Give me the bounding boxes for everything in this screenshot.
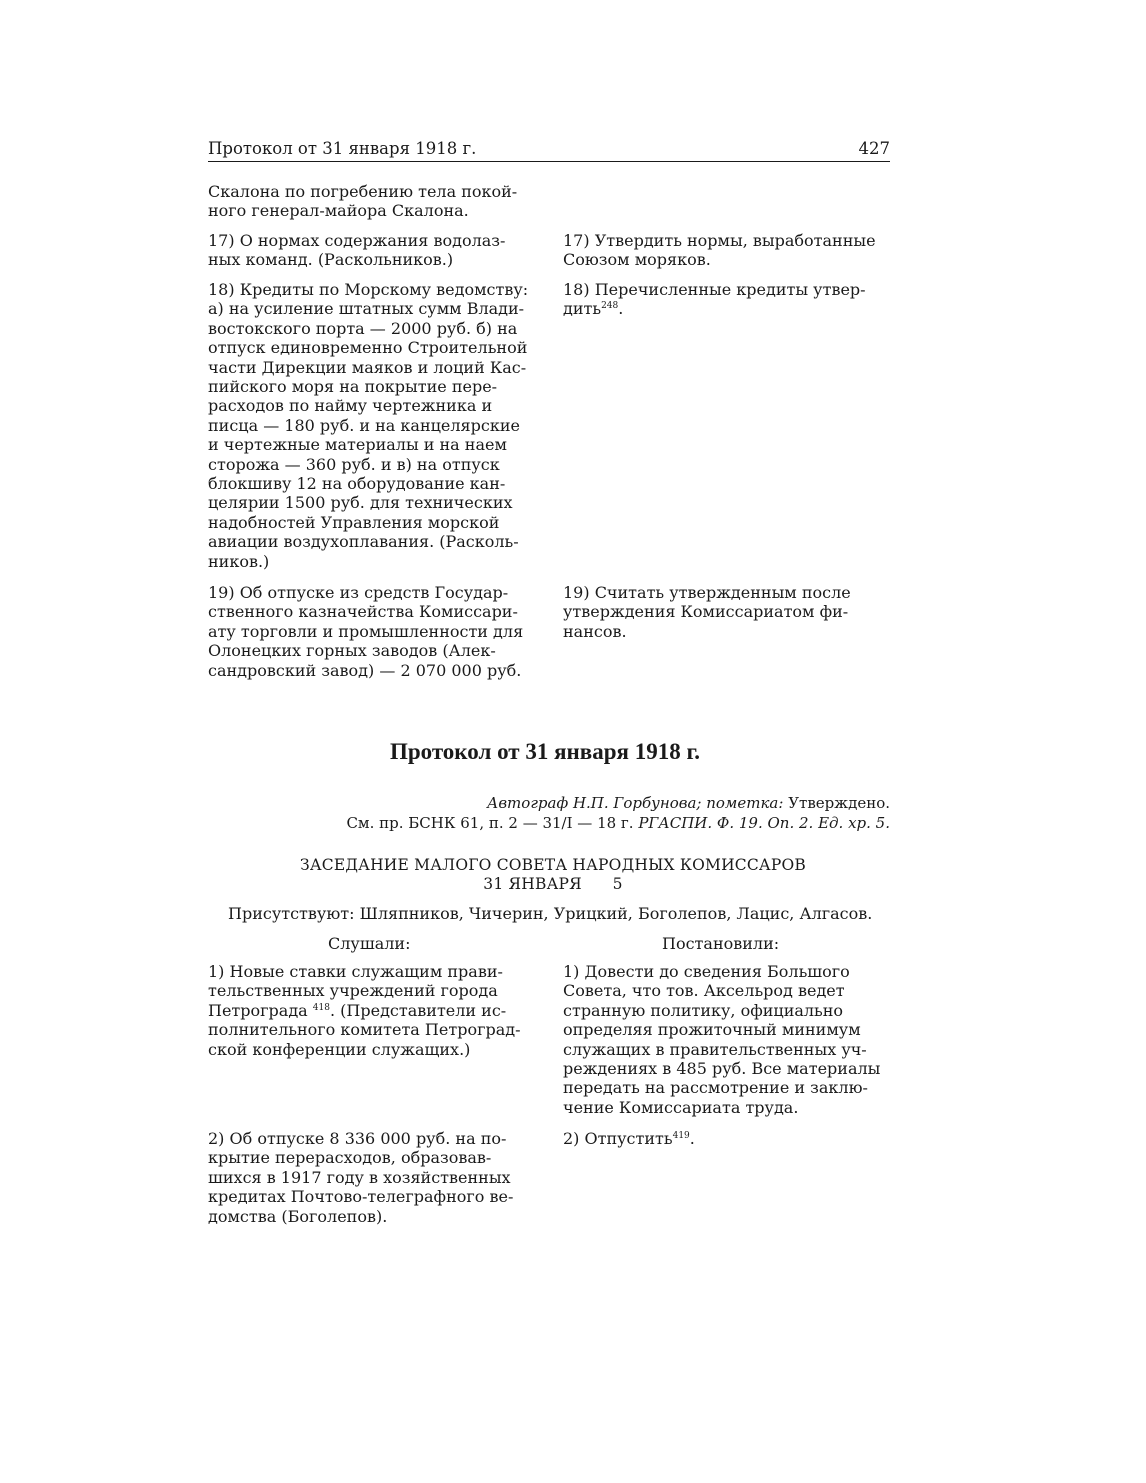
- footnote-ref: 418: [312, 1002, 330, 1013]
- row-left-cell: 18) Кредиты по Морскому ведомству: а) на усиление штатных сумм Влади- востокского порта — 2000 руб. б) на отпуск единовременно Строительной части Дирекции маяков и лоций Кас- пийского моря на покрытие пере- расходов по найму чертежника и писца — 180 руб. и на канцелярские и чертежные материалы и на наем сторожа — 360 руб. и в) на отпуск блокшиву 12 на оборудование кан- целярии 1500 руб. для технических надобностей Управления морской авиации воздухоплавания. (Расколь- ников.): [208, 280, 529, 571]
- page-number: 427: [858, 139, 890, 158]
- row-left-cell: Скалона по погребению тела покой- ного генерал-майора Скалона.: [208, 182, 518, 221]
- row-left-cell: 19) Об отпуске из средств Государ- ственного казначейства Комиссари- ату торговли и промышленности для Олонецких горных заводов (Алек- сандровский завод) — 2 070 000 руб.: [208, 583, 524, 680]
- meeting-heading: ЗАСЕДАНИЕ МАЛОГО СОВЕТА НАРОДНЫХ КОМИССАРОВ: [299, 856, 806, 874]
- row-right-cell: 1) Довести до сведения Большого Совета, что тов. Аксельрод ведет странную политику, официально определяя прожиточный минимум служащих в правительственных уч- реждениях в 485 руб. Все материалы передать на рассмотрение и заклю- чение Комиссариата труда.: [563, 962, 881, 1117]
- row-left-cell: 2) Об отпуске 8 336 000 руб. на по- крытие перерасходов, образовав- шихся в 1917 году в хозяйственных кредитах Почтово-телеграфного ве- домства (Боголепов).: [208, 1129, 514, 1226]
- row-left-cell: 17) О нормах содержания водолаз- ных команд. (Раскольников.): [208, 231, 506, 270]
- protocol-title: Протокол от 31 января 1918 г.: [389, 739, 701, 764]
- running-header: [208, 139, 890, 162]
- source-note-line-1: Автограф Н.П. Горбунова; пометка: Утверждено.: [486, 794, 890, 812]
- row-right-cell: 2) Отпустить$^{419}$.: [563, 1129, 695, 1148]
- column-heading-heard: Слушали:: [328, 934, 411, 953]
- attendees: Присутствуют: Шляпников, Чичерин, Урицкий, Боголепов, Лацис, Алгасов.: [228, 904, 873, 923]
- footnote-ref: 419: [672, 1131, 690, 1141]
- running-header-title: Протокол от 31 января 1918 г.: [208, 139, 477, 158]
- row-right-cell: 18) Перечисленные кредиты утвер- дить$^{248}$.: [563, 280, 866, 319]
- row-left-cell: 1) Новые ставки служащим прави- тельственных учреждений города Петрограда $^{418}$. (Представители ис- полнительного комитета Петроград- ской конференции служащих.): [208, 962, 521, 1059]
- row-right-cell: 19) Считать утвержденным после утверждения Комиссариатом фи- нансов.: [563, 583, 851, 641]
- meeting-date: 31 ЯНВАРЯ 5: [483, 875, 623, 893]
- row-right-cell: 17) Утвердить нормы, выработанные Союзом моряков.: [563, 231, 876, 270]
- column-heading-resolved: Постановили:: [662, 934, 780, 953]
- footnote-ref: 248: [601, 301, 619, 312]
- source-note-line-2: См. пр. БСНК 61, п. 2 — 31/I — 18 г. РГАСПИ. Ф. 19. Оп. 2. Ед. хр. 5.: [346, 814, 890, 832]
